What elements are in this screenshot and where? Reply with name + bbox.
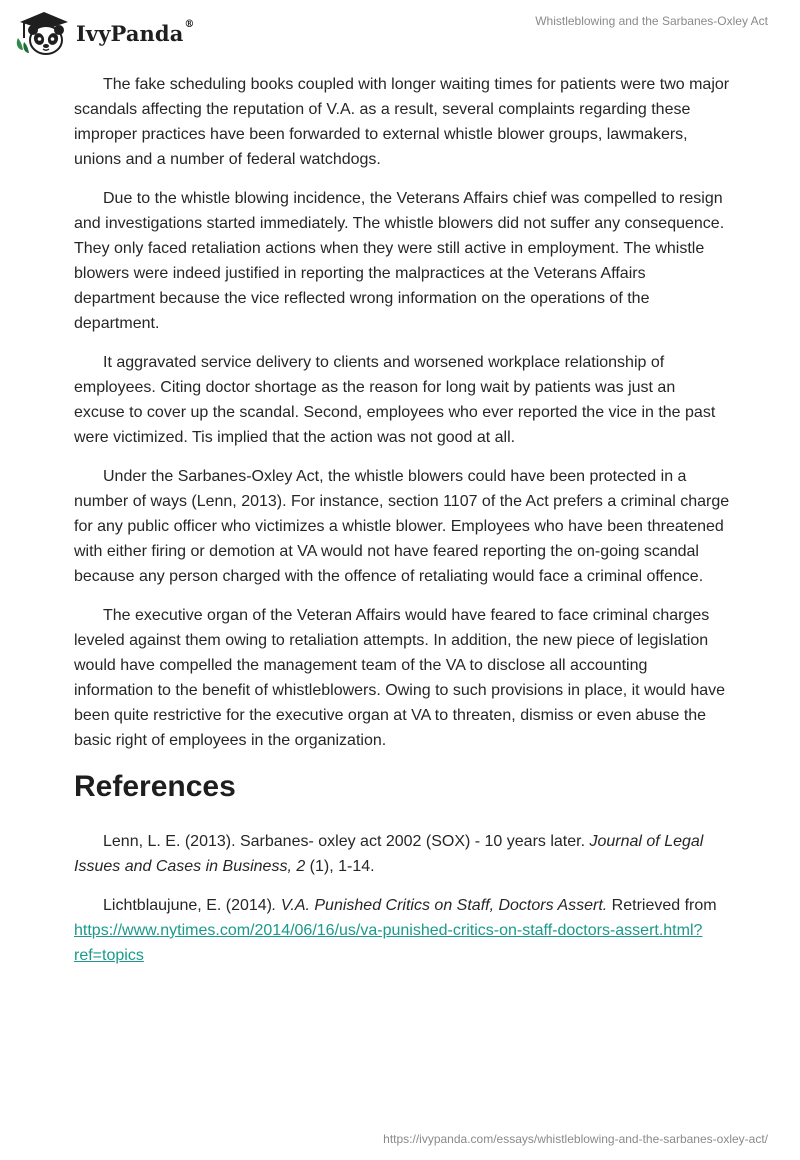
footer-source-url: https://ivypanda.com/essays/whistleblowing-and-the-sarbanes-oxley-act/: [383, 1132, 768, 1146]
reference-link[interactable]: https://www.nytimes.com/2014/06/16/us/va-punished-critics-on-staff-doctors-assert.html?ref=topics: [74, 922, 703, 964]
reference-text: Lenn, L. E. (2013). Sarbanes- oxley act 2002 (SOX) - 10 years later.: [103, 833, 590, 850]
body-paragraph: Due to the whistle blowing incidence, the Veterans Affairs chief was compelled to resign and investigations started immediately. The whistle blowers did not suffer any consequence. They only faced retaliation actions when they were still active in employment. The whistle blowers were indeed justified in reporting the malpractices at the Veterans Affairs department because the vice reflected wrong information on the operations of the department.: [74, 190, 725, 332]
ivypanda-logo[interactable]: [14, 8, 195, 58]
body-paragraph: The executive organ of the Veteran Affairs would have feared to face criminal charges leveled against them owing to retaliation attempts. In addition, the new piece of legislation would have compelled the management team of the VA to disclose all accounting information to the benefit of whistleblowers. Owing to such provisions in place, it would have been quite restrictive for the executive organ at VA to threaten, dismiss or even abuse the basic right of employees in the organization.: [74, 607, 726, 749]
essay-content: [74, 72, 730, 982]
document-title: Whistleblowing and the Sarbanes-Oxley Act: [535, 14, 768, 28]
reference-journal: Journal of Legal Issues and Cases in Business, 2: [74, 833, 704, 875]
reference-entry-lichtblaujune: [74, 893, 730, 968]
page-header: [0, 0, 800, 62]
body-paragraph: Under the Sarbanes-Oxley Act, the whistle blowers could have been protected in a number of ways (Lenn, 2013). For instance, section 1107 of the Act prefers a criminal charge for any public officer who victimizes a whistle blower. Employees who have been threatened with either firing or demotion at VA would not have feared reporting the on-going scandal because any person charged with the offence of retaliating would face a criminal offence.: [74, 468, 730, 585]
panda-graduate-icon: [14, 8, 72, 58]
reference-title: . V.A. Punished Critics on Staff, Doctors Assert.: [272, 897, 608, 914]
body-paragraph: The fake scheduling books coupled with longer waiting times for patients were two major scandals affecting the reputation of V.A. as a result, several complaints regarding these improper practices have been forwarded to external whistle blower groups, lawmakers, unions and a number of federal watchdogs.: [74, 76, 730, 168]
reference-text: (1), 1-14.: [305, 858, 375, 875]
reference-text: Lichtblaujune, E. (2014): [103, 897, 272, 914]
references-heading: References: [74, 770, 236, 803]
reference-text: Retrieved from: [607, 897, 717, 914]
reference-entry-lenn: [74, 829, 730, 879]
logo-wordmark: IvyPanda®: [76, 18, 195, 46]
body-paragraph: It aggravated service delivery to clients and worsened workplace relationship of employees. Citing doctor shortage as the reason for long wait by patients was just an excuse to cover up the scandal. Second, employees who ever reported the vice in the past were victimized. Tis implied that the action was not good at all.: [74, 354, 716, 446]
